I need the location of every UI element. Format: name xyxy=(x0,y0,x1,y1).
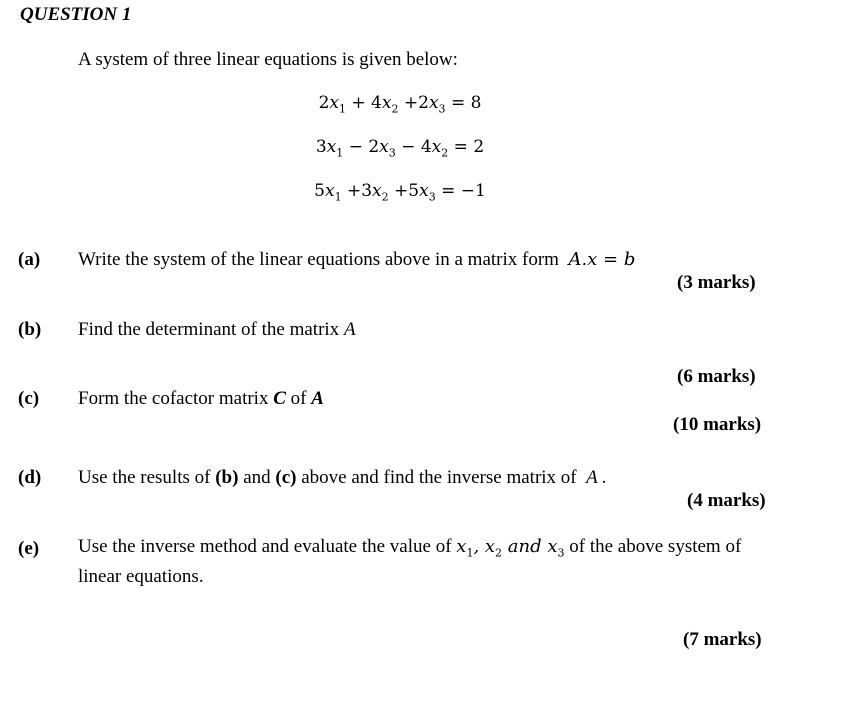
part-e-label: (e) xyxy=(18,538,40,559)
part-a-marks: (3 marks) xyxy=(677,272,756,293)
part-b-text: Find the determinant of the matrix A xyxy=(78,319,356,340)
part-d-marks: (4 marks) xyxy=(687,490,766,511)
part-d-text: Use the results of (b) and (c) above and find the inverse matrix of A . xyxy=(78,467,607,488)
part-a-text: Write the system of the linear equations above in a matrix form A.x = b xyxy=(78,249,636,270)
part-e-marks: (7 marks) xyxy=(683,629,762,650)
part-c-label: (c) xyxy=(18,388,40,409)
part-c-marks: (10 marks) xyxy=(673,414,762,435)
part-e-variables: $x_1$, $x_2$ and $x_3$ xyxy=(456,536,565,560)
question-heading: QUESTION 1 xyxy=(20,4,132,25)
part-a-label: (a) xyxy=(18,249,41,270)
part-b-label: (b) xyxy=(18,319,42,340)
equation-1: $2x_1 + 4x_2 +2x_3 = 8$ xyxy=(318,93,482,116)
part-d-label: (d) xyxy=(18,467,42,488)
part-b-marks: (6 marks) xyxy=(677,366,756,387)
intro-text: A system of three linear equations is given below: xyxy=(78,49,458,70)
equation-3: $5x_1 +3x_2 +5x_3 = -1$ xyxy=(314,181,486,204)
part-c-text: Form the cofactor matrix C of A xyxy=(78,388,324,409)
part-e-text: Use the inverse method and evaluate the value of $x_1$, $x_2$ and $x_3$ of the above system of linear equations. xyxy=(78,536,742,587)
equation-2: $3x_1 - 2x_3 - 4x_2 = 2$ xyxy=(315,137,485,160)
part-a-formula: A.x = b xyxy=(568,249,636,270)
